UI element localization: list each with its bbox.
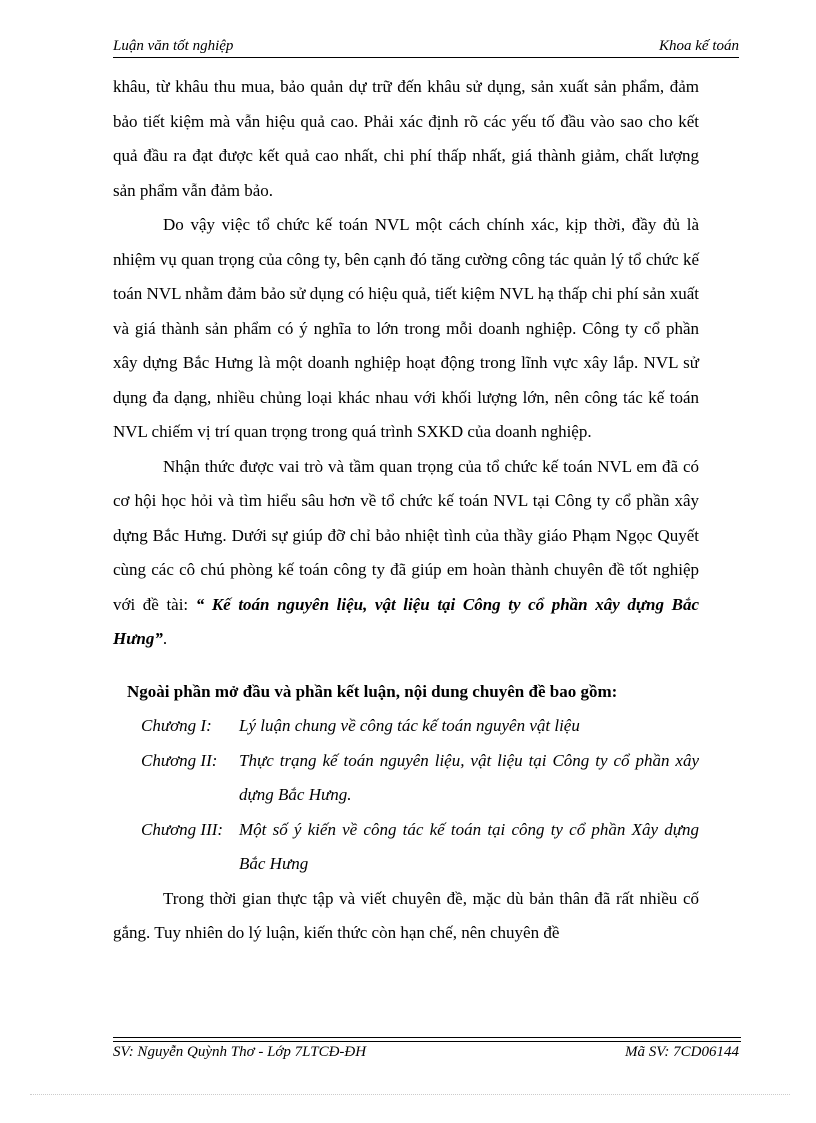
chapter-2-label: Chương II: (141, 750, 218, 770)
paragraph-3-text: Nhận thức được vai trò và tầm quan trọng của tổ chức kế toán NVL em đã có cơ hội học hỏi và tìm hiểu sâu hơn về tổ chức kế toán NVL tại Công ty cổ phần xây dựng Bắc Hưng. Dưới sự giúp đỡ chỉ bảo nhiệt tình của thầy giáo Phạm Ngọc Quyết cùng các cô chú phòng kế toán công ty đã giúp em hoàn thành chuyên đề tốt nghiệp với đề tài: (113, 456, 699, 614)
paragraph-1: khâu, từ khâu thu mua, bảo quản dự trữ đến khâu sử dụng, sản xuất sản phẩm, đảm bảo tiết kiệm mà vẫn hiệu quả cao. Phải xác định rõ các yếu tố đầu vào sao cho kết quả đầu ra đạt được kết quả cao nhất, chi phí thấp nhất, giá thành giảm, chất lượng sản phẩm vẫn đảm bảo. (113, 77, 699, 200)
chapter-1-label: Chương I: (141, 716, 212, 735)
chapter-3-label: Chương III: (141, 819, 224, 839)
page-footer (113, 1044, 739, 1061)
chapter-3-text: Một số ý kiến về công tác kế toán tại công ty cổ phần Xây dựng Bắc Hưng (239, 819, 699, 873)
section-title: Ngoài phần mở đầu và phần kết luận, nội dung chuyên đề bao gồm: (127, 681, 618, 701)
page-header (113, 38, 739, 58)
chapter-2 (113, 744, 699, 813)
footer-rule (113, 1037, 741, 1042)
paragraph-3-end: . (162, 629, 168, 648)
footer-right: Mã SV: 7CD06144 (624, 1044, 739, 1060)
chapter-2-text: Thực trạng kế toán nguyên liệu, vật liệu tại Công ty cổ phần xây dựng Bắc Hưng. (239, 750, 699, 804)
thesis-title: “ Kế toán nguyên liệu, vật liệu tại Công ty cổ phần xây dựng Bắc Hưng” (113, 594, 699, 648)
header-right: Khoa kế toán (659, 38, 739, 54)
chapter-1 (113, 709, 699, 744)
page-bottom-dotted-line (30, 1094, 790, 1095)
footer-left: SV: Nguyễn Quỳnh Thơ - Lớp 7LTCĐ-ĐH (113, 1044, 367, 1060)
paragraph-3 (113, 450, 699, 657)
paragraph-4: Trong thời gian thực tập và viết chuyên đề, mặc dù bản thân đã rất nhiều cố gắng. Tuy nhiên do lý luận, kiến thức còn hạn chế, nên chuyên đề (113, 888, 699, 942)
paragraph-2: Do vậy việc tổ chức kế toán NVL một cách chính xác, kịp thời, đầy đủ là nhiệm vụ quan trọng của công ty, bên cạnh đó tăng cường công tác quản lý tổ chức kế toán NVL nhằm đảm bảo sử dụng có hiệu quả, tiết kiệm NVL hạ thấp chi phí sản xuất và giá thành sản phẩm có ý nghĩa to lớn trong mỗi doanh nghiệp. Công ty cổ phần xây dựng Bắc Hưng là một doanh nghiệp hoạt động trong lĩnh vực xây lắp. NVL sử dụng đa dạng, nhiều chủng loại khác nhau với khối lượng lớn, nên công tác kế toán NVL chiếm vị trí quan trọng trong quá trình SXKD của doanh nghiệp. (113, 215, 699, 441)
header-left: Luận văn tốt nghiệp (113, 38, 234, 54)
chapter-1-text: Lý luận chung về công tác kế toán nguyên vật liệu (239, 716, 580, 735)
chapter-3 (113, 813, 699, 882)
page-content (113, 70, 699, 951)
